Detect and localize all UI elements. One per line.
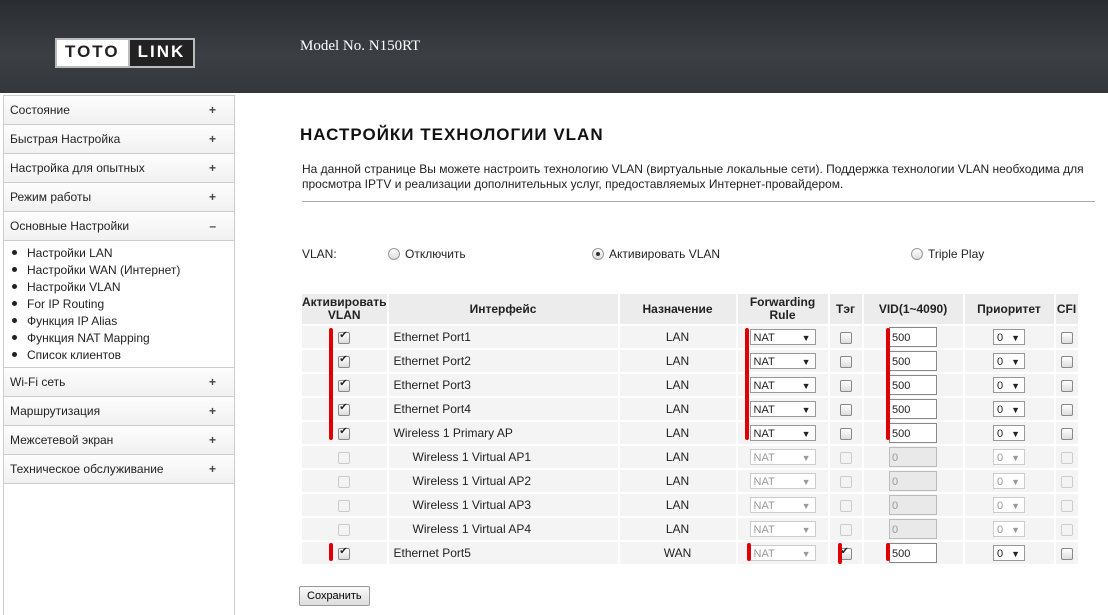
cfi-checkbox[interactable] xyxy=(1061,404,1073,416)
sidebar-item-label: Быстрая Настройка xyxy=(10,132,121,146)
vid-cell xyxy=(864,446,963,468)
forwarding-cell xyxy=(738,326,828,348)
cfi-cell xyxy=(1056,494,1078,516)
page-title: НАСТРОЙКИ ТЕХНОЛОГИИ VLAN xyxy=(300,125,604,144)
priority-cell xyxy=(965,518,1054,540)
radio-label: Triple Play xyxy=(928,247,985,261)
radio-triple-play[interactable] xyxy=(911,247,984,261)
interface-name: Ethernet Port4 xyxy=(389,398,618,420)
interface-name: Wireless 1 Primary AP xyxy=(389,422,618,444)
destination: LAN xyxy=(620,326,736,348)
vid-cell xyxy=(864,518,963,540)
priority-select[interactable] xyxy=(993,401,1025,417)
cfi-cell xyxy=(1056,350,1078,372)
destination: LAN xyxy=(620,350,736,372)
priority-value: 0 xyxy=(997,332,1004,344)
priority-value: 0 xyxy=(997,380,1004,392)
dropdown-arrow-icon: ▼ xyxy=(1011,381,1020,391)
forwarding-value: NAT xyxy=(753,524,775,536)
dropdown-arrow-icon: ▼ xyxy=(801,405,811,415)
logo-text-link: LINK xyxy=(128,40,194,66)
interface-name: Ethernet Port1 xyxy=(389,326,618,348)
vid-cell xyxy=(864,398,963,420)
enable-cell xyxy=(302,542,387,564)
priority-cell xyxy=(965,326,1054,348)
dropdown-arrow-icon: ▼ xyxy=(801,549,811,559)
tag-checkbox[interactable] xyxy=(840,428,852,440)
highlight-marker xyxy=(747,543,751,561)
priority-cell xyxy=(965,494,1054,516)
submenu-label: Настройки LAN xyxy=(27,245,113,260)
tag-checkbox[interactable] xyxy=(840,380,852,392)
vid-input[interactable]: 500 xyxy=(889,375,937,395)
submenu-basic-settings xyxy=(4,241,234,368)
tag-cell xyxy=(830,446,862,468)
expand-icon: + xyxy=(208,462,216,476)
forwarding-select[interactable] xyxy=(750,425,816,441)
tag-cell xyxy=(830,326,862,348)
cfi-checkbox[interactable] xyxy=(1061,548,1073,560)
tag-cell xyxy=(830,518,862,540)
vid-input[interactable]: 500 xyxy=(889,423,937,443)
cfi-cell xyxy=(1056,518,1078,540)
header xyxy=(0,0,1108,93)
col-priority: Приоритет xyxy=(965,294,1054,324)
interface-name: Wireless 1 Virtual AP4 xyxy=(389,518,618,540)
priority-cell xyxy=(965,446,1054,468)
vid-input[interactable]: 500 xyxy=(889,399,937,419)
destination: LAN xyxy=(620,422,736,444)
tag-cell xyxy=(830,470,862,492)
cfi-cell xyxy=(1056,470,1078,492)
table-row xyxy=(302,326,1078,348)
vlan-table xyxy=(300,292,1080,566)
dropdown-arrow-icon: ▼ xyxy=(801,477,811,487)
interface-name: Ethernet Port3 xyxy=(389,374,618,396)
dropdown-arrow-icon: ▼ xyxy=(1011,525,1020,535)
tag-cell xyxy=(830,398,862,420)
priority-cell xyxy=(965,422,1054,444)
expand-icon: + xyxy=(208,103,216,117)
submenu-label: For IP Routing xyxy=(27,296,105,311)
cfi-checkbox[interactable] xyxy=(1061,428,1073,440)
interface-name: Wireless 1 Virtual AP2 xyxy=(389,470,618,492)
vid-input[interactable]: 500 xyxy=(889,543,937,563)
bullet-icon xyxy=(12,335,17,340)
dropdown-arrow-icon: ▼ xyxy=(801,501,811,511)
forwarding-select xyxy=(750,497,816,513)
enable-cell xyxy=(302,326,387,348)
expand-icon: + xyxy=(208,375,216,389)
dropdown-arrow-icon: ▼ xyxy=(1011,549,1020,559)
forwarding-select[interactable] xyxy=(750,377,816,393)
priority-select[interactable] xyxy=(993,377,1025,393)
vid-input: 0 xyxy=(889,495,937,515)
destination: LAN xyxy=(620,518,736,540)
forwarding-cell xyxy=(738,350,828,372)
col-tag: Тэг xyxy=(830,294,862,324)
forwarding-cell xyxy=(738,422,828,444)
bullet-icon xyxy=(12,318,17,323)
cfi-cell xyxy=(1056,326,1078,348)
sidebar-item-basic-settings[interactable] xyxy=(4,212,234,241)
col-enable: Активировать VLAN xyxy=(302,295,387,322)
totolink-logo[interactable] xyxy=(55,38,195,68)
dropdown-arrow-icon: ▼ xyxy=(1011,501,1020,511)
tag-checkbox[interactable] xyxy=(840,332,852,344)
enable-checkbox xyxy=(338,476,350,488)
forwarding-select[interactable] xyxy=(750,329,816,345)
priority-value: 0 xyxy=(997,476,1004,488)
expand-icon: + xyxy=(208,404,216,418)
priority-value: 0 xyxy=(997,452,1004,464)
enable-checkbox[interactable] xyxy=(338,332,350,344)
priority-cell xyxy=(965,398,1054,420)
enable-checkbox[interactable] xyxy=(338,380,350,392)
tag-checkbox[interactable] xyxy=(840,356,852,368)
table-row xyxy=(302,422,1078,444)
logo-text-toto: TOTO xyxy=(57,40,128,66)
dropdown-arrow-icon: ▼ xyxy=(1011,333,1020,343)
enable-cell xyxy=(302,494,387,516)
table-row xyxy=(302,398,1078,420)
enable-checkbox[interactable] xyxy=(338,404,350,416)
vlan-label-text: VLAN: xyxy=(302,247,337,261)
tag-checkbox[interactable] xyxy=(840,404,852,416)
sidebar-item-quick-setup[interactable] xyxy=(4,125,234,154)
enable-cell xyxy=(302,518,387,540)
vid-cell xyxy=(864,542,963,564)
table-row xyxy=(302,470,1078,492)
cfi-checkbox xyxy=(1061,524,1073,536)
vlan-label xyxy=(302,247,337,261)
sidebar-item-label: Wi-Fi сеть xyxy=(10,375,66,389)
radio-label: Отключить xyxy=(405,247,466,261)
enable-cell xyxy=(302,398,387,420)
cfi-checkbox[interactable] xyxy=(1061,356,1073,368)
divider xyxy=(302,201,1095,202)
table-row xyxy=(302,518,1078,540)
submenu-item-nat-mapping[interactable] xyxy=(4,329,234,346)
table-header-row xyxy=(302,294,1078,324)
tag-checkbox xyxy=(840,452,852,464)
forwarding-cell xyxy=(738,542,828,564)
destination: WAN xyxy=(620,542,736,564)
bullet-icon xyxy=(12,301,17,306)
enable-cell xyxy=(302,470,387,492)
cfi-checkbox xyxy=(1061,452,1073,464)
submenu-item-wan[interactable] xyxy=(4,261,234,278)
col-interface: Интерфейс xyxy=(389,294,618,324)
forwarding-select xyxy=(750,545,816,561)
priority-value: 0 xyxy=(997,548,1004,560)
priority-cell xyxy=(965,542,1054,564)
destination: LAN xyxy=(620,398,736,420)
highlight-marker xyxy=(838,543,842,564)
tag-cell xyxy=(830,422,862,444)
col-destination: Назначение xyxy=(620,294,736,324)
tag-cell xyxy=(830,494,862,516)
dropdown-arrow-icon: ▼ xyxy=(801,381,811,391)
highlight-marker xyxy=(329,543,333,561)
table-row xyxy=(302,542,1078,564)
sidebar-item-label: Маршрутизация xyxy=(10,404,101,418)
sidebar-item-label: Режим работы xyxy=(10,190,92,204)
enable-cell xyxy=(302,350,387,372)
forwarding-value: NAT xyxy=(753,404,775,416)
destination: LAN xyxy=(620,374,736,396)
page-description: На данной странице Вы можете настроить технологию VLAN (виртуальные локальные сети). Поддержка технологии VLAN необходима для просмотра IPTV и реализации дополнительных услуг, предоставляемых Интернет-провайдером. xyxy=(302,162,1084,191)
tag-cell xyxy=(830,350,862,372)
sidebar-item-wifi[interactable] xyxy=(4,368,234,397)
interface-name: Ethernet Port2 xyxy=(389,350,618,372)
priority-select xyxy=(993,473,1025,489)
sidebar-item-label: Настройка для опытных xyxy=(10,161,145,175)
table-row xyxy=(302,494,1078,516)
expand-icon: + xyxy=(208,161,216,175)
tag-cell xyxy=(830,374,862,396)
interface-name: Wireless 1 Virtual AP1 xyxy=(389,446,618,468)
cfi-cell xyxy=(1056,542,1078,564)
sidebar-item-advanced[interactable] xyxy=(4,154,234,183)
table-row xyxy=(302,446,1078,468)
cfi-checkbox[interactable] xyxy=(1061,380,1073,392)
priority-select[interactable] xyxy=(993,545,1025,561)
highlight-marker xyxy=(886,543,890,561)
enable-checkbox xyxy=(338,524,350,536)
interface-name: Wireless 1 Virtual AP3 xyxy=(389,494,618,516)
bullet-icon xyxy=(12,352,17,357)
destination: LAN xyxy=(620,494,736,516)
radio-icon[interactable] xyxy=(911,248,923,260)
vid-input: 0 xyxy=(889,471,937,491)
table-row xyxy=(302,350,1078,372)
vid-input[interactable]: 500 xyxy=(889,327,937,347)
priority-value: 0 xyxy=(997,356,1004,368)
dropdown-arrow-icon: ▼ xyxy=(1011,357,1020,367)
cfi-cell xyxy=(1056,446,1078,468)
enable-cell xyxy=(302,422,387,444)
submenu-item-lan[interactable] xyxy=(4,244,234,261)
sidebar-item-label: Состояние xyxy=(10,103,70,117)
forwarding-select xyxy=(750,449,816,465)
dropdown-arrow-icon: ▼ xyxy=(801,429,811,439)
vid-cell xyxy=(864,326,963,348)
tag-cell xyxy=(830,542,862,564)
submenu-label: Список клиентов xyxy=(27,347,122,362)
sidebar-item-status[interactable] xyxy=(4,96,234,125)
sidebar-menu xyxy=(3,95,235,615)
vid-input: 0 xyxy=(889,519,937,539)
sidebar-item-maintenance[interactable] xyxy=(4,455,234,484)
destination: LAN xyxy=(620,446,736,468)
radio-checked-icon[interactable] xyxy=(592,248,604,260)
enable-checkbox[interactable] xyxy=(338,428,350,440)
sidebar-item-firewall[interactable] xyxy=(4,426,234,455)
expand-icon: + xyxy=(208,433,216,447)
cfi-cell xyxy=(1056,398,1078,420)
vid-cell xyxy=(864,350,963,372)
radio-disable[interactable] xyxy=(388,247,466,261)
save-button[interactable]: Сохранить xyxy=(299,586,370,606)
destination: LAN xyxy=(620,470,736,492)
col-forwarding-rule: Forwarding Rule xyxy=(738,294,828,324)
priority-value: 0 xyxy=(997,524,1004,536)
submenu-item-ip-alias[interactable] xyxy=(4,312,234,329)
radio-label: Активировать VLAN xyxy=(609,247,721,261)
interface-name: Ethernet Port5 xyxy=(389,542,618,564)
forwarding-cell xyxy=(738,374,828,396)
submenu-label: Функция IP Alias xyxy=(27,313,118,328)
forwarding-select[interactable] xyxy=(750,353,816,369)
forwarding-value: NAT xyxy=(753,332,775,344)
forwarding-cell xyxy=(738,398,828,420)
cfi-checkbox[interactable] xyxy=(1061,332,1073,344)
priority-value: 0 xyxy=(997,404,1004,416)
sidebar-item-operation-mode[interactable] xyxy=(4,183,234,212)
priority-cell xyxy=(965,374,1054,396)
vid-cell xyxy=(864,470,963,492)
forwarding-value: NAT xyxy=(753,380,775,392)
col-cfi: CFI xyxy=(1056,294,1078,324)
highlight-marker xyxy=(886,328,890,440)
dropdown-arrow-icon: ▼ xyxy=(801,453,811,463)
enable-checkbox xyxy=(338,500,350,512)
submenu-label: Функция NAT Mapping xyxy=(27,330,150,345)
forwarding-cell xyxy=(738,470,828,492)
priority-value: 0 xyxy=(997,500,1004,512)
bullet-icon xyxy=(12,250,17,255)
enable-checkbox[interactable] xyxy=(338,356,350,368)
forwarding-value: NAT xyxy=(753,428,775,440)
bullet-icon xyxy=(12,267,17,272)
dropdown-arrow-icon: ▼ xyxy=(1011,405,1020,415)
expand-icon: + xyxy=(208,132,216,146)
tag-checkbox xyxy=(840,524,852,536)
forwarding-value: NAT xyxy=(753,548,775,560)
dropdown-arrow-icon: ▼ xyxy=(801,525,811,535)
highlight-marker xyxy=(745,328,749,440)
priority-select[interactable] xyxy=(993,425,1025,441)
forwarding-cell xyxy=(738,446,828,468)
tag-checkbox xyxy=(840,476,852,488)
enable-cell xyxy=(302,446,387,468)
submenu-label: Настройки VLAN xyxy=(27,279,121,294)
submenu-label: Настройки WAN (Интернет) xyxy=(27,262,181,277)
model-number: Model No. N150RT xyxy=(300,38,421,54)
priority-select xyxy=(993,521,1025,537)
forwarding-cell xyxy=(738,494,828,516)
priority-select xyxy=(993,497,1025,513)
bullet-icon xyxy=(12,284,17,289)
table-row xyxy=(302,374,1078,396)
forwarding-select xyxy=(750,521,816,537)
forwarding-select[interactable] xyxy=(750,401,816,417)
vid-input: 0 xyxy=(889,447,937,467)
priority-select[interactable] xyxy=(993,353,1025,369)
radio-icon[interactable] xyxy=(388,248,400,260)
priority-value: 0 xyxy=(997,428,1004,440)
dropdown-arrow-icon: ▼ xyxy=(1011,477,1020,487)
submenu-item-vlan[interactable] xyxy=(4,278,234,295)
priority-select[interactable] xyxy=(993,329,1025,345)
cfi-cell xyxy=(1056,422,1078,444)
sidebar-item-routing[interactable] xyxy=(4,397,234,426)
priority-cell xyxy=(965,470,1054,492)
enable-cell xyxy=(302,374,387,396)
dropdown-arrow-icon: ▼ xyxy=(801,357,811,367)
cfi-checkbox xyxy=(1061,476,1073,488)
submenu-item-ip-routing[interactable] xyxy=(4,295,234,312)
vid-cell xyxy=(864,422,963,444)
sidebar-item-label: Техническое обслуживание xyxy=(10,462,164,476)
forwarding-cell xyxy=(738,518,828,540)
forwarding-select xyxy=(750,473,816,489)
dropdown-arrow-icon: ▼ xyxy=(1011,429,1020,439)
vid-cell xyxy=(864,494,963,516)
tag-checkbox xyxy=(840,500,852,512)
submenu-item-client-list[interactable] xyxy=(4,346,234,363)
enable-checkbox[interactable] xyxy=(338,548,350,560)
forwarding-value: NAT xyxy=(753,500,775,512)
cfi-checkbox xyxy=(1061,500,1073,512)
vid-cell xyxy=(864,374,963,396)
highlight-marker xyxy=(329,328,333,440)
forwarding-value: NAT xyxy=(753,476,775,488)
forwarding-value: NAT xyxy=(753,452,775,464)
priority-cell xyxy=(965,350,1054,372)
expand-icon: + xyxy=(208,190,216,204)
dropdown-arrow-icon: ▼ xyxy=(1011,453,1020,463)
vid-input[interactable]: 500 xyxy=(889,351,937,371)
radio-enable-vlan[interactable] xyxy=(592,247,720,261)
priority-select xyxy=(993,449,1025,465)
sidebar-item-label: Межсетевой экран xyxy=(10,433,114,447)
forwarding-value: NAT xyxy=(753,356,775,368)
enable-checkbox xyxy=(338,452,350,464)
sidebar-item-label: Основные Настройки xyxy=(10,219,130,233)
cfi-cell xyxy=(1056,374,1078,396)
collapse-icon: – xyxy=(209,219,216,233)
dropdown-arrow-icon: ▼ xyxy=(801,333,811,343)
col-vid: VID(1~4090) xyxy=(864,294,963,324)
